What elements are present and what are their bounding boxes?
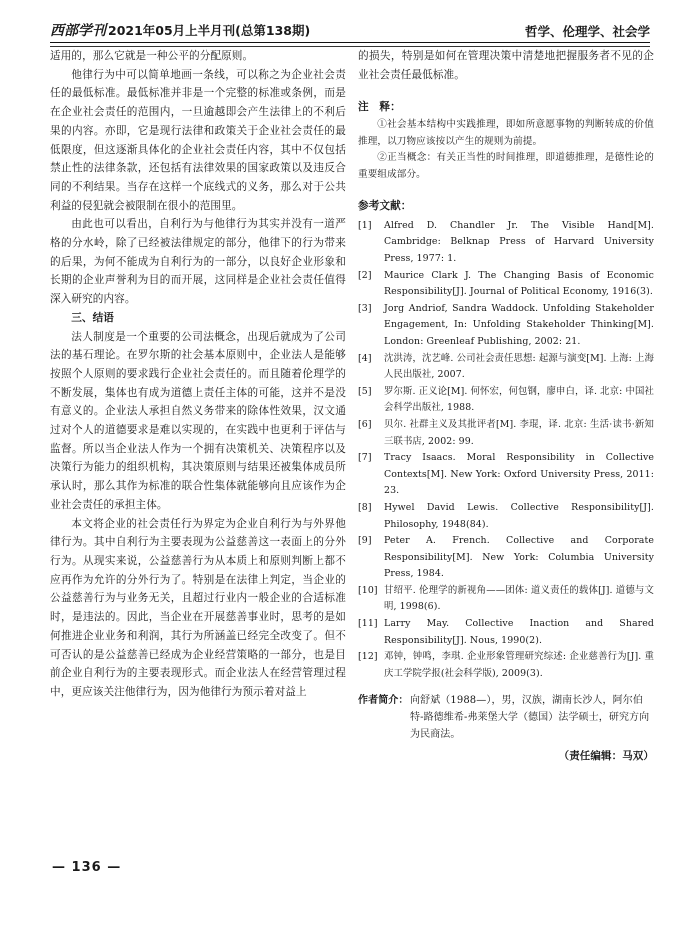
reference-item: [358, 268, 654, 301]
reference-number: [5]: [358, 385, 372, 397]
reference-text: Jorg Andriof, Sandra Waddock. Unfolding Stakeholder Engagement, In: Unfolding Stakeholder Thinking[M]. London: Greenleaf Publishing, 2002: 21.: [384, 302, 654, 347]
body-paragraph: 他律行为中可以简单地画一条线，可以称之为企业社会责任的最低标准。最低标准并非是一个完整的标准或条例，而是在企业社会责任的范围内，一旦逾越即会产生法律上的不利后果的内容。亦即，它是现行法律和政策关于企业社会责任的最低限度，但这逐渐具体化的企业社会责任内容，其中不仅包括禁止性的法律条款，还包括有法律效果的国家政策以及违反合同的不利结果。当存在这样一个底线式的义务，那么对于公共利益的侵犯就会被限制在很小的范围里。: [50, 68, 346, 212]
author-text: 向舒斌（1988—），男，汉族，湖南长沙人，阿尔伯特-路德维希-弗莱堡大学（德国）法学硕士，研究方向为民商法。: [410, 695, 650, 741]
references-title: 参考文献：: [358, 200, 412, 213]
reference-text: 沈洪涛，沈艺峰. 公司社会责任思想: 起源与演变[M]. 上海: 上海人民出版社, 2007.: [384, 352, 654, 381]
reference-text: Peter A. French. Collective and Corporate Responsibility[M]. New York: Columbia University Press, 1984.: [384, 535, 654, 580]
notes-title: 注 释：: [358, 101, 401, 114]
reference-item: [358, 450, 654, 500]
reference-number: [4]: [358, 352, 372, 364]
reference-text: Maurice Clark J. The Changing Basis of Economic Responsibility[J]. Journal of Political Economy, 1916(3).: [384, 269, 654, 298]
issue-info: 2021年05月上半月刊(总第138期): [108, 23, 311, 38]
journal-name: 西部学刊: [50, 23, 106, 39]
reference-number: [3]: [358, 302, 372, 314]
body-paragraph: 的损失，特别是如何在管理决策中清楚地把握服务者不见的企业社会责任最低标准。: [358, 50, 654, 81]
reference-number: [9]: [358, 535, 372, 547]
body-paragraph: 由此也可以看出，自利行为与他律行为其实并没有一道严格的分水岭，除了已经被法律规定的部分，他律下的行为带来的后果，为何不能成为自利行为的一部分，以良好企业形象和长期的企业声誉利为目的而开展，这同样是企业社会责任值得深入研究的内容。: [50, 218, 346, 306]
reference-item: [358, 301, 654, 351]
reference-item: [358, 533, 654, 583]
editor-note: （责任编辑：马双）: [558, 750, 654, 763]
reference-item: [358, 649, 654, 682]
reference-item: [358, 218, 654, 268]
header-left: [50, 20, 310, 40]
reference-text: 甘绍平. 伦理学的新视角——团体: 道义责任的载体[J]. 道德与文明, 1998(6).: [384, 584, 654, 613]
reference-number: [10]: [358, 584, 378, 596]
author-label: 作者简介：: [358, 695, 409, 707]
reference-text: Alfred D. Chandler Jr. The Visible Hand[M]. Cambridge: Belknap Press of Harvard University Press, 1977: 1.: [384, 219, 654, 264]
reference-item: [358, 351, 654, 384]
note-item: ②正当概念：有关正当性的时间推理，即道德推理，是德性论的重要组成部分。: [358, 152, 654, 180]
reference-number: [6]: [358, 418, 372, 430]
reference-item: [358, 500, 654, 533]
reference-number: [12]: [358, 651, 378, 663]
reference-number: [7]: [358, 452, 372, 464]
reference-number: [8]: [358, 501, 372, 513]
body-paragraph: 本文将企业的社会责任行为界定为企业自利行为与外界他律行为。其中自利行为主要表现为公益慈善这一表面上的分外行为。从现实来说，公益慈善行为从本质上和原则判断上都不应再作为允许的分外行为了。特别是在法律上判定，当企业的公益慈善行为与业务无关，且超过行业内一般企业的合适标准时，是违法的。因此，当企业在开展慈善事业时，思考的是如何推进企业业务和利润，其行为所涵盖已经完全改变了。但不可否认的是公益慈善已经成为企业经营策略的一部分，也是目前企业自利行为的主要表现形式。而企业法人在经营管理过程中，更应该关注他律行为，因为他律行为预示着对益上: [50, 517, 346, 698]
reference-text: 贝尔. 社群主义及其批评者[M]. 李琨，译. 北京: 生活·读书·新知三联书店, 2002: 99.: [384, 418, 654, 447]
reference-text: Larry May. Collective Inaction and Shared Responsibility[J]. Nous, 1990(2).: [384, 618, 654, 646]
section-name: 哲学、伦理学、社会学: [524, 24, 650, 39]
reference-number: [11]: [358, 618, 378, 630]
body-paragraph: 适用的，那么它就是一种公平的分配原则。: [50, 50, 254, 62]
reference-text: Hywel David Lewis. Collective Responsibility[J]. Philosophy, 1948(84).: [384, 501, 654, 530]
body-paragraph: 法人制度是一个重要的公司法概念，出现后就成为了公司法的基石理论。在罗尔斯的社会基本原则中，企业法人是能够按照个人原则的要求践行企业社会责任的。而且随着伦理学的不断发展，集体也有成为道德上责任主体的可能，这并不是没有意义的。企业法人承担自然义务带来的除体性效果，汉文通过对个人的道德要求是难以实现的，在实践中也更利于评估与监督。所以当企业法人作为一个拥有决策机关、决策程序以及决策行为能力的组织机构，其决策原则与结果还被集体成员所承认时，那么其作为标准的联合性集体就能够向且应该作为企业社会责任的承担主体。: [50, 330, 346, 511]
reference-text: 邓钟，钟鸣，李琪. 企业形象管理研究综述: 企业慈善行为[J]. 重庆工学院学报(社会科学版), 2009(3).: [384, 651, 654, 679]
reference-item: [358, 384, 654, 417]
reference-item: [358, 417, 654, 450]
right-column: [358, 47, 654, 766]
page-number: — 136 —: [52, 860, 122, 875]
reference-text: Tracy Isaacs. Moral Responsibility in Collective Contexts[M]. New York: Oxford University Press, 2011: 23.: [384, 452, 654, 497]
reference-text: 罗尔斯. 正义论[M]. 何怀宏，何包钢，廖申白，译. 北京: 中国社会科学出版社, 1988.: [384, 385, 654, 414]
note-item: ①社会基本结构中实践推理，即如所意愿事物的判断转成的价值推理，以刀物应该按以产生的规则为前提。: [358, 119, 654, 147]
reference-number: [2]: [358, 269, 372, 281]
left-column: [50, 47, 346, 702]
reference-list: [358, 218, 654, 683]
reference-number: [1]: [358, 219, 372, 231]
reference-item: [358, 583, 654, 616]
author-bio: [358, 692, 654, 743]
running-header: [50, 20, 650, 43]
reference-item: [358, 616, 654, 649]
section-heading: 三、结语: [71, 311, 114, 324]
